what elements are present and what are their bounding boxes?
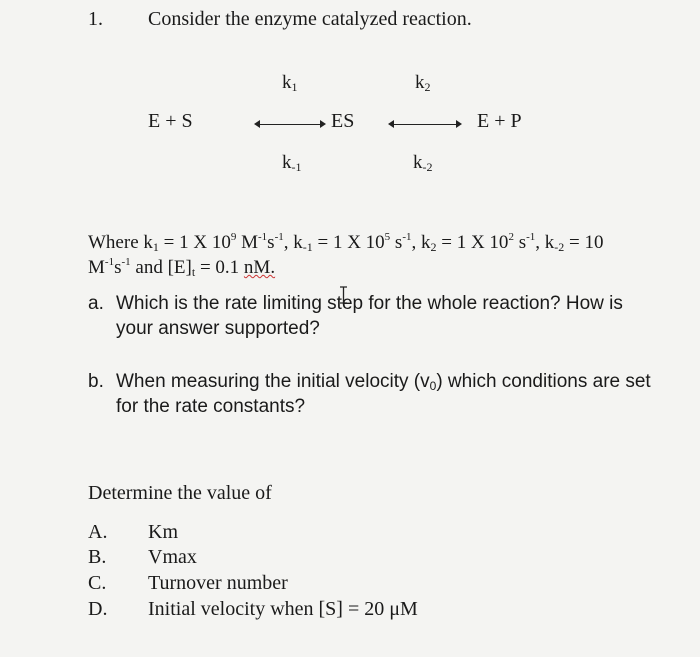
item-label-c: C. [88, 572, 107, 594]
part-a-line-1: Which is the rate limiting step for the whole reaction? How is [116, 293, 623, 314]
rate-constants-line-2: $M^{-1}s^{-1}$ and $[E]_t = 0.1$ nM. [88, 256, 276, 279]
enzyme-concentration-unit: nM. [243, 257, 276, 278]
part-b-line-2: for the rate constants? [116, 396, 306, 417]
item-label-d: D. [88, 598, 108, 620]
equilibrium-arrow-1 [258, 124, 322, 125]
item-label-a: A. [88, 521, 108, 543]
item-text-initial-velocity: Initial velocity when [S] = 20 μM [148, 598, 418, 620]
item-text-vmax: Vmax [148, 546, 197, 568]
part-b-label: b. [88, 371, 104, 392]
text-cursor-icon [339, 286, 348, 304]
complex-es: ES [331, 110, 355, 132]
k1-reverse-label: $k_{-1}$ [282, 152, 302, 174]
k2-reverse-label: $k_{-2}$ [413, 152, 433, 174]
rate-constants-line-1: Where $k_1 = 1$ X $10^9$ $M^{-1}s^{-1}$, $k_{-1} = 1$ X $10^5$ $s^{-1}$, $k_2 = 1$ X $10^2$ $s^{-1}$, $k_{-2} = 10$ [88, 231, 604, 254]
k1-forward-label: $k_1$ [282, 72, 298, 94]
part-b-line-1: When measuring the initial velocity $(v_0)$ which conditions are set [116, 371, 651, 393]
question-intro: Consider the enzyme catalyzed reaction. [148, 8, 472, 30]
item-text-turnover: Turnover number [148, 572, 288, 594]
item-label-b: B. [88, 546, 107, 568]
equilibrium-arrow-2 [392, 124, 458, 125]
part-a-label: a. [88, 293, 104, 314]
item-text-km: Km [148, 521, 178, 543]
part-a-line-2: your answer supported? [116, 318, 320, 339]
products: E + P [477, 110, 522, 132]
k2-forward-label: $k_2$ [415, 72, 431, 94]
determine-heading: Determine the value of [88, 482, 272, 504]
question-number: 1. [88, 8, 103, 30]
reactants: E + S [148, 110, 193, 132]
